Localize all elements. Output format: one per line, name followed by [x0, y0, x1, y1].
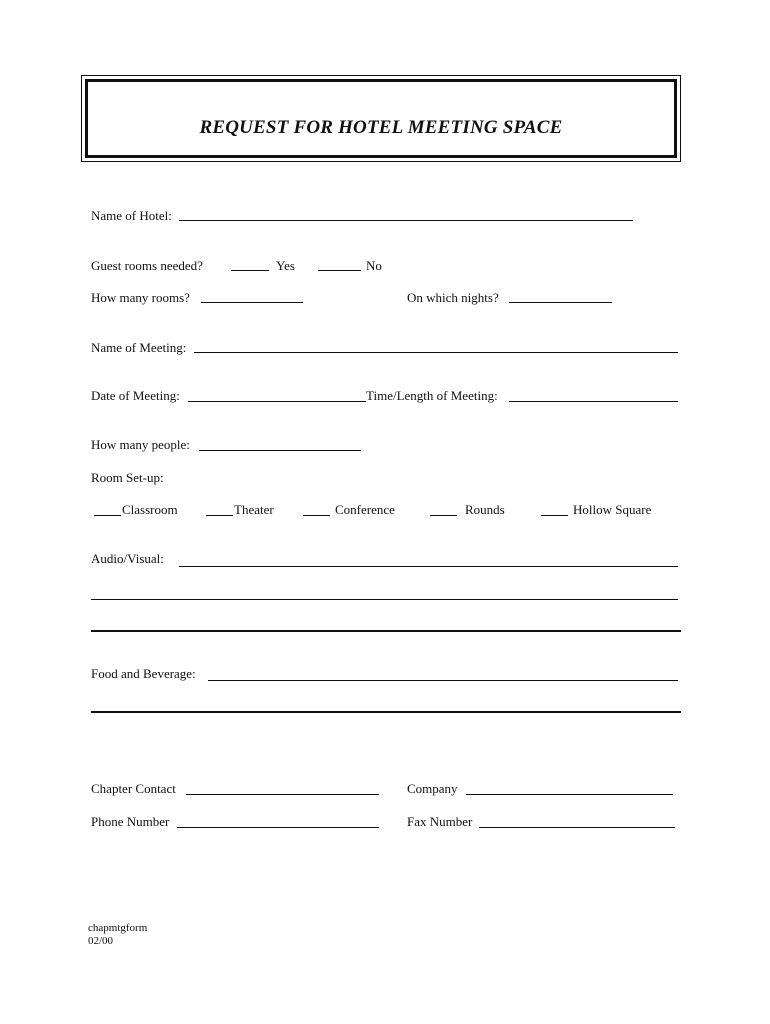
setup-theater-blank[interactable]: [206, 515, 233, 516]
meeting-length-label: Time/Length of Meeting:: [366, 388, 498, 403]
guest-rooms-yes-label: Yes: [276, 258, 295, 273]
setup-hollow-square-blank[interactable]: [541, 515, 568, 516]
phone-number-label: Phone Number: [91, 814, 170, 829]
setup-classroom-blank[interactable]: [94, 515, 121, 516]
meeting-name-label: Name of Meeting:: [91, 340, 187, 355]
how-many-people-field[interactable]: [199, 450, 361, 451]
hotel-name-label: Name of Hotel:: [91, 208, 172, 223]
company-label: Company: [407, 781, 458, 796]
room-setup-label: Room Set-up:: [91, 470, 164, 485]
which-nights-label: On which nights?: [407, 290, 499, 305]
fax-number-field[interactable]: [479, 827, 675, 828]
meeting-name-field[interactable]: [194, 352, 678, 353]
guest-rooms-no-blank[interactable]: [318, 270, 361, 271]
how-many-rooms-label: How many rooms?: [91, 290, 190, 305]
footer-date: 02/00: [88, 935, 114, 947]
hotel-name-field[interactable]: [179, 220, 633, 221]
company-field[interactable]: [466, 794, 673, 795]
audio-visual-field-line-3[interactable]: [91, 630, 681, 632]
title-box-inner-border: [85, 79, 677, 158]
how-many-people-label: How many people:: [91, 437, 190, 452]
guest-rooms-label: Guest rooms needed?: [91, 258, 203, 273]
setup-rounds-blank[interactable]: [430, 515, 457, 516]
phone-number-field[interactable]: [177, 827, 379, 828]
fax-number-label: Fax Number: [407, 814, 473, 829]
which-nights-field[interactable]: [509, 302, 612, 303]
audio-visual-field-line-2[interactable]: [91, 599, 678, 600]
food-beverage-field[interactable]: [208, 680, 678, 681]
audio-visual-label: Audio/Visual:: [91, 551, 164, 566]
chapter-contact-label: Chapter Contact: [91, 781, 176, 796]
audio-visual-field[interactable]: [179, 566, 678, 567]
setup-conference-label: Conference: [335, 502, 395, 517]
guest-rooms-yes-blank[interactable]: [231, 270, 269, 271]
page-title: REQUEST FOR HOTEL MEETING SPACE: [199, 117, 563, 138]
title-box: [81, 75, 681, 162]
setup-rounds-label: Rounds: [465, 502, 505, 517]
food-beverage-field-line-2[interactable]: [91, 711, 681, 713]
food-beverage-label: Food and Beverage:: [91, 666, 196, 681]
setup-conference-blank[interactable]: [303, 515, 330, 516]
meeting-length-field[interactable]: [509, 401, 678, 402]
guest-rooms-no-label: No: [366, 258, 382, 273]
meeting-date-field[interactable]: [188, 401, 366, 402]
setup-hollow-square-label: Hollow Square: [573, 502, 652, 517]
chapter-contact-field[interactable]: [186, 794, 379, 795]
setup-theater-label: Theater: [234, 502, 274, 517]
meeting-date-label: Date of Meeting:: [91, 388, 180, 403]
how-many-rooms-field[interactable]: [201, 302, 303, 303]
footer-form-id: chapmtgform: [88, 922, 148, 934]
setup-classroom-label: Classroom: [122, 502, 178, 517]
